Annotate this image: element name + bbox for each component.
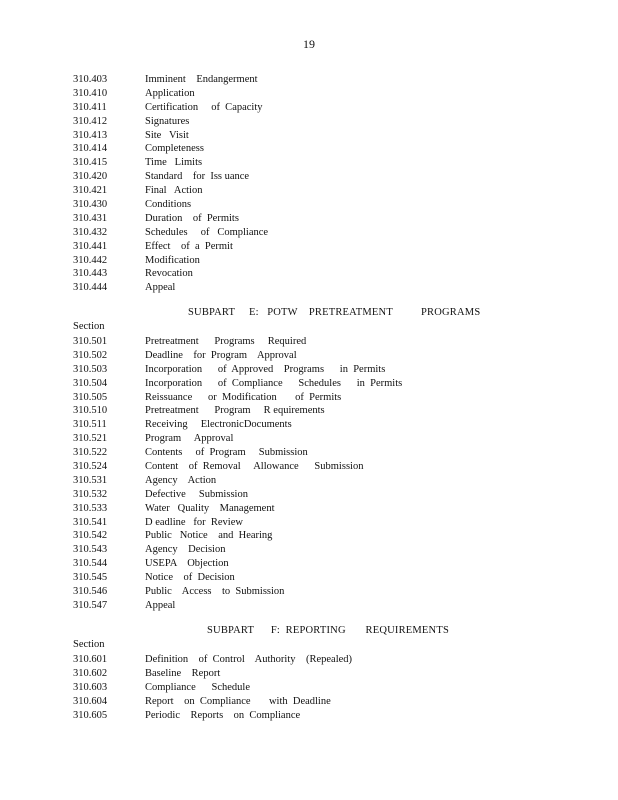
toc-row xyxy=(0,142,618,156)
toc-row xyxy=(0,267,618,281)
section-title: Compliance Schedule xyxy=(145,681,250,693)
section-title: Water Quality Management xyxy=(145,502,275,514)
subpart-e-heading: SUBPART E: POTW PRETREATMENT PROGRAMS xyxy=(188,307,481,318)
section-number: 310.502 xyxy=(73,349,108,361)
toc-row xyxy=(0,557,618,571)
section-number: 310.511 xyxy=(73,419,107,431)
toc-row xyxy=(0,653,618,667)
toc-row xyxy=(0,363,618,377)
section-title: Effect of a Permit xyxy=(145,240,233,252)
section-number: 310.403 xyxy=(73,74,108,85)
toc-row xyxy=(0,432,618,446)
toc-row xyxy=(0,240,618,254)
section-number: 310.521 xyxy=(73,433,108,445)
toc-group-subpart-f xyxy=(0,653,618,722)
section-number: 310.602 xyxy=(73,667,108,679)
section-number: 310.501 xyxy=(73,336,108,347)
toc-row xyxy=(0,349,618,363)
section-number: 310.531 xyxy=(73,474,108,486)
toc-row xyxy=(0,571,618,585)
section-number: 310.411 xyxy=(73,101,107,113)
section-title: Public Access to Submission xyxy=(145,586,285,598)
section-title: Agency Action xyxy=(145,474,217,486)
section-number: 310.415 xyxy=(73,157,108,169)
section-title: Signatures xyxy=(145,115,190,127)
toc-row xyxy=(0,418,618,432)
toc-group-subpart-d xyxy=(0,73,618,295)
toc-row xyxy=(0,156,618,170)
section-title: Duration of Permits xyxy=(145,212,239,224)
section-column-label: Section xyxy=(73,639,105,650)
subpart-f-heading: SUBPART F: REPORTING REQUIREMENTS xyxy=(207,625,449,636)
section-title: Completeness xyxy=(145,143,204,155)
section-number: 310.505 xyxy=(73,391,108,403)
page-number: 19 xyxy=(303,37,315,51)
toc-row xyxy=(0,404,618,418)
section-number: 310.431 xyxy=(73,212,108,224)
toc-row xyxy=(0,543,618,557)
section-title: Reissuance or Modification of Permits xyxy=(145,391,342,403)
section-number: 310.547 xyxy=(73,599,108,611)
section-title: Notice of Decision xyxy=(145,572,235,584)
section-title: Defective Submission xyxy=(145,488,248,500)
section-number: 310.546 xyxy=(73,586,108,598)
section-number: 310.432 xyxy=(73,226,108,238)
section-title: Periodic Reports on Compliance xyxy=(145,709,301,721)
section-title: Deadline for Program Approval xyxy=(145,349,297,361)
section-title: Contents of Program Submission xyxy=(145,447,308,459)
section-number: 310.413 xyxy=(73,129,108,141)
toc-row xyxy=(0,87,618,101)
section-number: 310.542 xyxy=(73,530,108,542)
toc-row xyxy=(0,529,618,543)
section-title: Baseline Report xyxy=(145,667,221,679)
toc-row xyxy=(0,474,618,488)
section-number: 310.533 xyxy=(73,502,108,514)
section-number: 310.543 xyxy=(73,544,108,556)
section-number: 310.420 xyxy=(73,171,108,183)
toc-row xyxy=(0,681,618,695)
section-number: 310.442 xyxy=(73,254,108,266)
toc-row xyxy=(0,170,618,184)
section-number: 310.412 xyxy=(73,115,108,127)
section-number: 310.532 xyxy=(73,488,108,500)
toc-row xyxy=(0,446,618,460)
section-title: Incorporation of Approved Programs in Permits xyxy=(145,363,386,375)
section-title: Content of Removal Allowance Submission xyxy=(145,461,364,473)
section-number: 310.524 xyxy=(73,461,108,473)
toc-row xyxy=(0,709,618,723)
section-number: 310.414 xyxy=(73,143,108,155)
section-number: 310.541 xyxy=(73,516,108,528)
section-number: 310.601 xyxy=(73,654,108,665)
section-title: Appeal xyxy=(145,599,176,611)
section-title: Incorporation of Compliance Schedules in Permits xyxy=(145,377,403,389)
section-title: Conditions xyxy=(145,199,192,211)
toc-row xyxy=(0,377,618,391)
section-title: Standard for Iss uance xyxy=(145,171,250,183)
section-number: 310.503 xyxy=(73,363,108,375)
section-number: 310.544 xyxy=(73,558,108,570)
section-number: 310.444 xyxy=(73,282,108,294)
section-title: Agency Decision xyxy=(145,544,226,556)
section-title: USEPA Objection xyxy=(145,558,229,570)
section-number: 310.605 xyxy=(73,709,108,721)
section-number: 310.410 xyxy=(73,87,108,99)
toc-row xyxy=(0,488,618,502)
section-number: 310.522 xyxy=(73,447,108,459)
section-number: 310.441 xyxy=(73,240,108,252)
section-number: 310.510 xyxy=(73,405,108,417)
toc-row xyxy=(0,391,618,405)
section-title: Receiving ElectronicDocuments xyxy=(145,419,292,431)
toc-row xyxy=(0,281,618,295)
section-number: 310.504 xyxy=(73,377,108,389)
section-number: 310.545 xyxy=(73,572,108,584)
toc-row xyxy=(0,254,618,268)
section-title: Time Limits xyxy=(145,157,203,169)
section-title: Appeal xyxy=(145,282,176,294)
toc-row xyxy=(0,335,618,349)
section-title: Application xyxy=(145,87,195,99)
toc-row xyxy=(0,460,618,474)
toc-row xyxy=(0,667,618,681)
section-title: Certification of Capacity xyxy=(145,101,263,113)
section-title: Final Action xyxy=(145,185,203,197)
toc-row xyxy=(0,226,618,240)
section-number: 310.443 xyxy=(73,268,108,280)
section-title: Pretreatment Program R equirements xyxy=(145,405,325,417)
section-title: Pretreatment Programs Required xyxy=(145,336,307,347)
section-title: D eadline for Review xyxy=(145,516,243,528)
section-column-label: Section xyxy=(73,321,105,332)
toc-row xyxy=(0,516,618,530)
section-title: Program Approval xyxy=(145,433,234,445)
section-title: Schedules of Compliance xyxy=(145,226,269,238)
section-number: 310.604 xyxy=(73,695,108,707)
section-title: Report on Compliance with Deadline xyxy=(145,695,331,707)
toc-row xyxy=(0,585,618,599)
section-title: Site Visit xyxy=(145,129,189,141)
toc-row xyxy=(0,73,618,87)
section-title: Modification xyxy=(145,254,200,266)
toc-row xyxy=(0,184,618,198)
section-title: Definition of Control Authority (Repealed) xyxy=(145,654,353,665)
section-number: 310.603 xyxy=(73,681,108,693)
toc-row xyxy=(0,695,618,709)
section-number: 310.430 xyxy=(73,199,108,211)
section-number: 310.421 xyxy=(73,185,108,197)
toc-row xyxy=(0,115,618,129)
section-title: Public Notice and Hearing xyxy=(145,530,273,542)
toc-row xyxy=(0,212,618,226)
section-title: Imminent Endangerment xyxy=(145,74,258,85)
toc-row xyxy=(0,101,618,115)
toc-row xyxy=(0,502,618,516)
toc-row xyxy=(0,599,618,613)
toc-group-subpart-e xyxy=(0,335,618,613)
toc-row xyxy=(0,129,618,143)
toc-row xyxy=(0,198,618,212)
section-title: Revocation xyxy=(145,268,193,280)
